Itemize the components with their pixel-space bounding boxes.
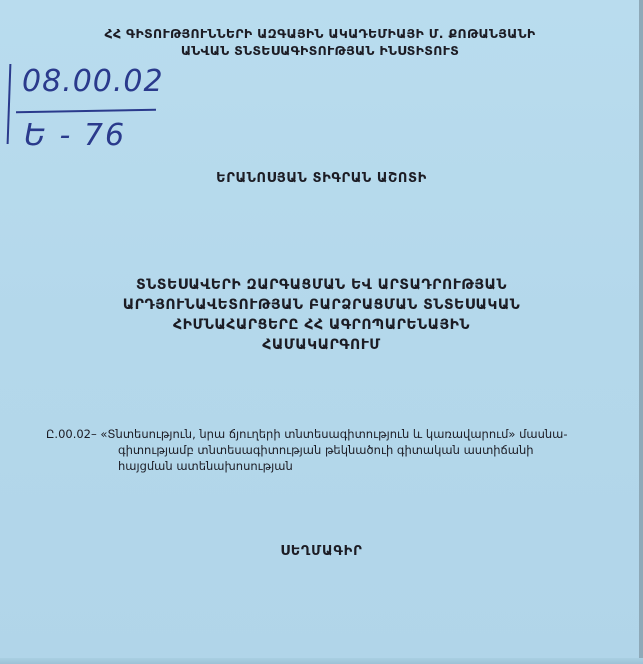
library-number: Ե - 76 bbox=[24, 118, 127, 153]
page-edge-shadow bbox=[639, 0, 643, 664]
specialty-line-1: Ը.00.02– «Տնտեսություն, նրա ճյուղերի տնտեսագիտություն և կառավարում» մասնա- bbox=[46, 427, 568, 441]
title-line-1: ՏՆՏԵՍԱՎԵՐԻ ԶԱՐԳԱՑՄԱՆ ԵՎ ԱՐՏԱԴՐՈՒԹՅԱՆ bbox=[136, 277, 507, 293]
specialty-description bbox=[46, 426, 602, 474]
thesis-title bbox=[60, 275, 583, 355]
document-type: ՍԵՂՄԱԳԻՐ bbox=[280, 544, 363, 559]
author-name: ԵՐԱՆՈՍՅԱՆ ՏԻԳՐԱՆ ԱՇՈՏԻ bbox=[216, 171, 427, 186]
page-bottom-edge bbox=[0, 658, 643, 664]
specialty-line-2: գիտությամբ տնտեսագիտության թեկնածուի գիտական աստիճանի bbox=[118, 443, 534, 457]
library-code: 08.00.02 bbox=[22, 64, 164, 99]
handwritten-margin-stroke bbox=[7, 64, 12, 144]
institute-header bbox=[40, 25, 600, 59]
title-line-3: ՀԻՄՆԱՀԱՐՑԵՐԸ ՀՀ ԱԳՐՈՊԱՐԵՆԱՅԻՆ bbox=[173, 317, 470, 333]
institute-line-1: ՀՀ ԳԻՏՈՒԹՅՈՒՆՆԵՐԻ ԱԶԳԱՅԻՆ ԱԿԱԴԵՄԻԱՅԻ Մ. ՔՈԹԱՆՅԱՆԻ bbox=[104, 26, 536, 41]
specialty-line-3: հայցման ատենախոսության bbox=[118, 459, 293, 473]
title-line-4: ՀԱՄԱԿԱՐԳՈՒՄ bbox=[262, 337, 381, 353]
title-line-2: ԱՐԴՅՈՒՆԱՎԵՏՈՒԹՅԱՆ ԲԱՐՁՐԱՑՄԱՆ ՏՆՏԵՍԱԿԱՆ bbox=[122, 297, 521, 313]
handwritten-underline bbox=[16, 109, 156, 113]
institute-line-2: ԱՆՎԱՆ ՏՆՏԵՍԱԳԻՏՈՒԹՅԱՆ ԻՆՍՏԻՏՈՒՏ bbox=[180, 43, 460, 58]
